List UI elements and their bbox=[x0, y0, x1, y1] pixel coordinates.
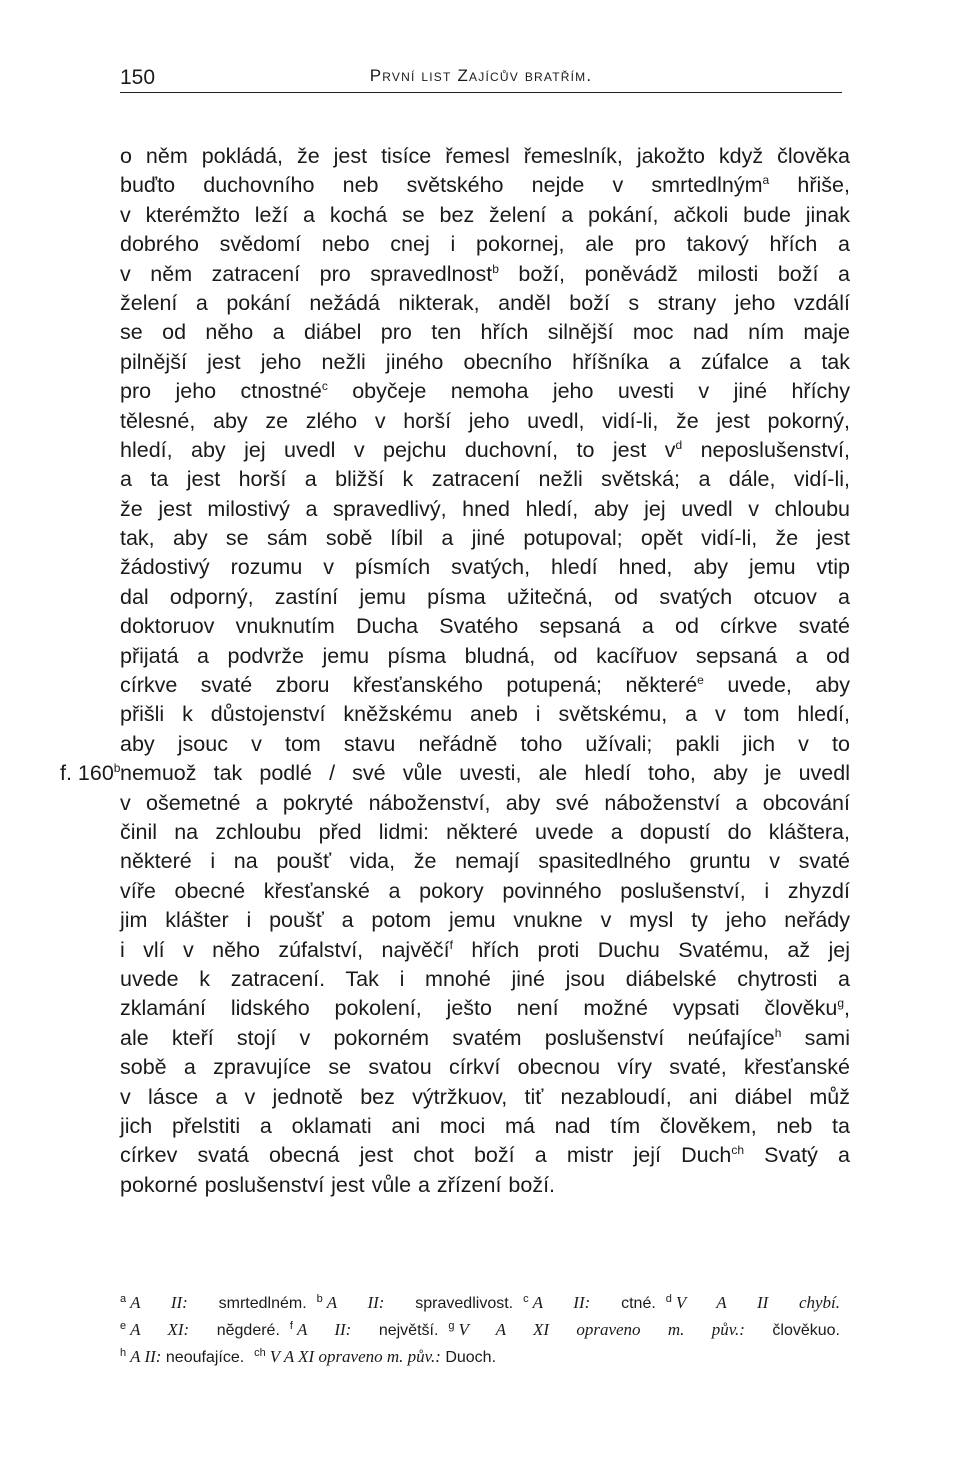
text-line bbox=[120, 142, 850, 171]
text-line bbox=[120, 377, 850, 406]
text-segment: obyčeje nemoha jeho uvesti v jiné hříchy bbox=[327, 379, 850, 404]
text-line bbox=[120, 759, 850, 788]
folio-superscript: b bbox=[113, 761, 121, 775]
text-segment: neposlušenství, bbox=[682, 437, 850, 462]
text-segment: církve svaté zboru křesťanského potupená; některé bbox=[120, 673, 698, 698]
text-segment: boží, poněvádž milosti boží a bbox=[498, 261, 850, 286]
footnote-reference: e bbox=[697, 673, 704, 688]
text-line bbox=[120, 289, 850, 318]
text-segment: nemuož tak podlé / své vůle uvesti, ale hledí toho, aby je uvedl bbox=[120, 761, 850, 786]
text-line bbox=[120, 201, 850, 230]
text-line bbox=[120, 583, 850, 612]
footnote-item bbox=[120, 1322, 280, 1339]
text-segment: se od něho a diábel pro ten hřích silnější moc nad ním maje bbox=[120, 320, 850, 345]
text-line bbox=[120, 671, 850, 700]
text-line bbox=[120, 407, 850, 436]
footnote-line bbox=[120, 1340, 850, 1367]
footnote-item bbox=[254, 1349, 496, 1366]
text-line bbox=[120, 906, 850, 935]
footnote-source: A II: bbox=[130, 1347, 162, 1366]
footnote-reference: a bbox=[762, 173, 770, 188]
text-line bbox=[120, 524, 850, 553]
footnote-source: A II: bbox=[326, 1293, 385, 1312]
footnote-source: A XI: bbox=[130, 1320, 190, 1339]
running-title: První list Zajícův bratřím. bbox=[369, 66, 593, 85]
footnote-source: V A XI opraveno m. pův.: bbox=[458, 1320, 745, 1339]
footnote-source: A II: bbox=[296, 1320, 352, 1339]
text-segment: v něm zatracení pro spravedlnost bbox=[120, 261, 493, 286]
footnote-mark: h bbox=[120, 1347, 127, 1359]
text-line bbox=[120, 1024, 850, 1053]
text-segment: pokorné poslušenství jest vůle a zřízení boží. bbox=[120, 1172, 556, 1197]
footnote-source: V A XI opraveno m. pův.: bbox=[269, 1347, 441, 1366]
text-line bbox=[120, 230, 850, 259]
footnote-text: nĕgderé. bbox=[216, 1322, 280, 1339]
text-segment: , bbox=[844, 996, 850, 1021]
footnotes bbox=[120, 1286, 850, 1367]
page-header bbox=[120, 62, 842, 93]
text-segment: želení a pokání nežádá nikterak, anděl boží s strany jeho vzdálí bbox=[120, 290, 850, 315]
footnote-text: spravedlivost. bbox=[415, 1295, 514, 1312]
footnote-item bbox=[666, 1295, 840, 1312]
text-line bbox=[120, 171, 850, 200]
text-line bbox=[120, 436, 850, 465]
text-segment: církev svatá obecná jest chot boží a mistr její Duch bbox=[120, 1143, 732, 1168]
footnote-mark: e bbox=[120, 1320, 127, 1332]
text-line bbox=[120, 1141, 850, 1170]
text-segment: tak, aby se sám sobě líbil a jiné potupoval; opět vidí-li, že jest bbox=[120, 526, 850, 551]
text-line bbox=[120, 877, 850, 906]
folio-margin-note bbox=[60, 759, 120, 788]
text-segment: některé i na poušť vida, že nemají spasitedlného gruntu v svaté bbox=[120, 849, 850, 874]
footnote-item bbox=[290, 1322, 439, 1339]
text-line bbox=[120, 1112, 850, 1141]
text-line bbox=[120, 318, 850, 347]
text-line bbox=[120, 1083, 850, 1112]
text-segment: v ošemetné a pokryté náboženství, aby své náboženství a obcování bbox=[120, 790, 850, 815]
text-segment: ale kteří stojí v pokorném svatém poslušenství neúfajíce bbox=[120, 1025, 775, 1050]
footnote-mark: c bbox=[523, 1293, 529, 1305]
text-segment: dobrého svědomí nebo cnej i pokornej, ale pro takový hřích a bbox=[120, 232, 850, 257]
footnote-reference: g bbox=[837, 996, 845, 1011]
footnote-item bbox=[448, 1322, 840, 1339]
folio-label: f. 160 bbox=[60, 761, 114, 785]
text-segment: v lásce a v jednotě bez výtržkuov, tiť nezabloudí, ani diábel můž bbox=[120, 1084, 850, 1109]
body-text bbox=[120, 142, 850, 1200]
footnote-text: neoufajíce. bbox=[165, 1349, 245, 1366]
footnote-text: smrtedlném. bbox=[218, 1295, 307, 1312]
text-line bbox=[120, 700, 850, 729]
footnote-text: člověkuo. bbox=[772, 1322, 840, 1339]
text-segment: buďto duchovního neb světského nejde v smrtedlným bbox=[120, 173, 763, 198]
text-segment: zklamání lidského pokolení, ješto není možné vypsati člověku bbox=[120, 996, 838, 1021]
text-line bbox=[120, 612, 850, 641]
text-segment: Svatý a bbox=[744, 1143, 850, 1168]
text-segment: hledí, aby jej uvedl v pejchu duchovní, to jest v bbox=[120, 437, 676, 462]
footnote-item bbox=[317, 1295, 513, 1312]
text-line bbox=[120, 789, 850, 818]
text-segment: pilnější jest jeho nežli jiného obecního hříšníka a zúfalce a tak bbox=[120, 349, 850, 374]
footnote-mark: ch bbox=[254, 1347, 266, 1359]
footnote-source: A II: bbox=[532, 1293, 591, 1312]
footnote-reference: c bbox=[321, 379, 328, 394]
footnote-source: A II: bbox=[130, 1293, 188, 1312]
text-segment: jim klášter i poušť a potom jemu vnukne v mysl ty jeho neřády bbox=[120, 908, 850, 933]
text-line bbox=[120, 1053, 850, 1082]
footnote-text: ctné. bbox=[621, 1295, 656, 1312]
text-segment: dal odporný, zastíní jemu písma užitečná, od svatých otcuov a bbox=[120, 584, 850, 609]
footnote-mark: a bbox=[120, 1293, 127, 1305]
text-line bbox=[120, 936, 850, 965]
footnote-line bbox=[120, 1313, 850, 1340]
footnote-item bbox=[523, 1295, 656, 1312]
text-segment: pro jeho ctnostné bbox=[120, 379, 322, 404]
text-segment: žádostivý rozumu v písmích svatých, hledí hned, aby jemu vtip bbox=[120, 555, 850, 580]
text-segment: hřích proti Duchu Svatému, až jej bbox=[452, 937, 850, 962]
text-segment: i vlí v něho zúfalství, najvěčí bbox=[120, 937, 450, 962]
text-segment: činil na zchloubu před lidmi: některé uvede a dopustí do kláštera, bbox=[120, 819, 850, 844]
footnote-text: Duoch. bbox=[445, 1349, 497, 1366]
text-segment: jich přelstiti a oklamati ani moci má nad tím člověkem, neb ta bbox=[120, 1113, 850, 1138]
text-segment: a ta jest horší a bližší k zatracení nežli světská; a dále, vidí-li, bbox=[120, 467, 850, 492]
footnote-reference: h bbox=[774, 1025, 782, 1040]
footnote-mark: d bbox=[665, 1293, 672, 1305]
text-line bbox=[120, 348, 850, 377]
text-line bbox=[120, 818, 850, 847]
text-segment: sami bbox=[781, 1025, 850, 1050]
footnote-text: největší. bbox=[378, 1322, 439, 1339]
text-segment: přišli k důstojenství kněžskému aneb i světskému, a v tom hledí, bbox=[120, 702, 850, 727]
text-line bbox=[120, 495, 850, 524]
text-line bbox=[120, 730, 850, 759]
text-segment: hřiše, bbox=[769, 173, 850, 198]
footnote-mark: g bbox=[448, 1320, 455, 1332]
page-number: 150 bbox=[120, 66, 156, 89]
footnote-reference: b bbox=[492, 261, 499, 276]
footnote-reference: d bbox=[675, 437, 683, 452]
text-segment: uvede k zatracení. Tak i mnohé jiné jsou diábelské chytrosti a bbox=[120, 966, 850, 991]
footnote-item bbox=[120, 1295, 307, 1312]
footnote-item bbox=[120, 1349, 244, 1366]
text-segment: doktoruov vnuknutím Ducha Svatého sepsaná a od církve svaté bbox=[120, 614, 850, 639]
text-segment: sobě a zpravujíce se svatou církví obecnou víry svaté, křesťanské bbox=[120, 1055, 850, 1080]
text-segment: o něm pokládá, že jest tisíce řemesl řemeslník, jakožto když člověka bbox=[120, 144, 850, 168]
footnote-mark: f bbox=[289, 1320, 293, 1332]
text-line bbox=[120, 994, 850, 1023]
text-line bbox=[120, 465, 850, 494]
text-segment: v kterémžto leží a kochá se bez želení a pokání, ačkoli bude jinak bbox=[120, 202, 850, 227]
text-line bbox=[120, 553, 850, 582]
text-line bbox=[120, 965, 850, 994]
text-segment: aby jsouc v tom stavu neřádně toho užívali; pakli jich v to bbox=[120, 731, 850, 756]
text-segment: víře obecné křesťanské a pokory povinného poslušenství, i zhyzdí bbox=[120, 878, 850, 903]
footnote-reference: f bbox=[449, 937, 453, 952]
footnote-source: V A II chybí. bbox=[675, 1293, 841, 1312]
text-segment: tělesné, aby ze zlého v horší jeho uvedl, vidí-li, že jest pokorný, bbox=[120, 408, 850, 433]
text-line bbox=[120, 642, 850, 671]
footnote-reference: ch bbox=[731, 1143, 745, 1158]
text-line bbox=[120, 1171, 850, 1200]
text-segment: uvede, aby bbox=[703, 673, 851, 698]
text-line bbox=[120, 847, 850, 876]
footnote-line bbox=[120, 1286, 850, 1313]
text-segment: přijatá a podvrže jemu písma bludná, od kacířuov sepsaná a od bbox=[120, 643, 850, 668]
footnote-mark: b bbox=[316, 1293, 323, 1305]
text-segment: že jest milostivý a spravedlivý, hned hledí, aby jej uvedl v chloubu bbox=[120, 496, 850, 521]
text-line bbox=[120, 260, 850, 289]
